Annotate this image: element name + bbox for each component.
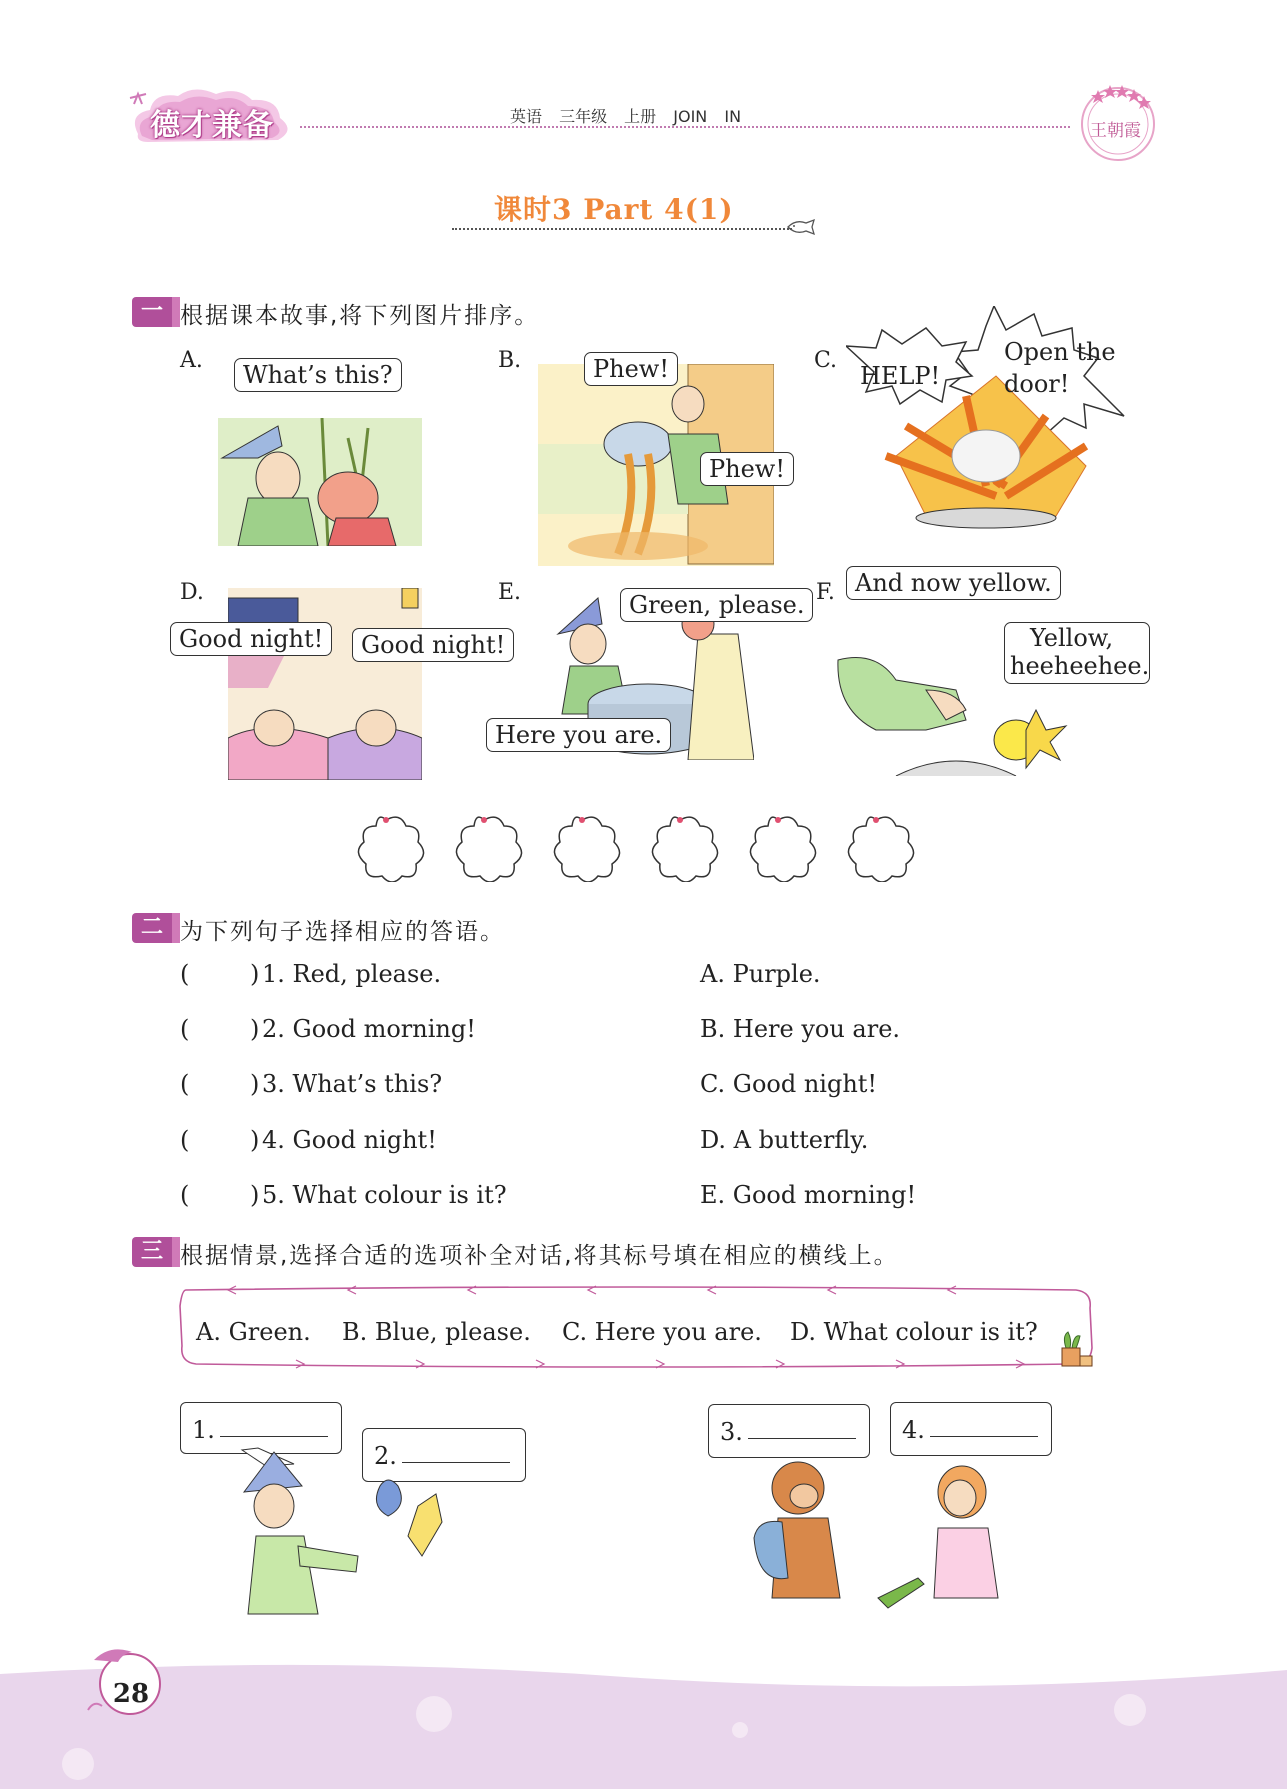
q5-paren: ( xyxy=(180,1181,190,1209)
picture-f-bubble-1: And now yellow. xyxy=(846,566,1061,600)
monkey-and-girl-illustration xyxy=(748,1458,1016,1610)
order-blank-6 xyxy=(848,817,913,882)
dialogue-1-blank[interactable] xyxy=(220,1416,328,1437)
q5-text: 5. What colour is it? xyxy=(262,1181,507,1209)
option-a: A. Green. xyxy=(196,1318,311,1346)
picture-e-label: E. xyxy=(498,580,522,605)
order-blank-2 xyxy=(456,817,521,882)
answer-e: E. Good morning! xyxy=(700,1181,917,1209)
picture-a-illustration xyxy=(218,418,422,546)
section1-number-tab xyxy=(172,297,180,327)
q4-paren-close: ) xyxy=(250,1126,260,1154)
picture-c-bubble-3: door! xyxy=(1004,370,1070,398)
section1-instruction: 根据课本故事,将下列图片排序。 xyxy=(180,303,540,329)
small-fish-icon xyxy=(786,218,818,236)
header-meta: 英语 三年级 上册 JOIN IN xyxy=(510,107,742,126)
picture-f-label: F. xyxy=(816,580,835,605)
answer-a: A. Purple. xyxy=(700,960,821,988)
answer-d: D. A butterfly. xyxy=(700,1126,869,1154)
q3-paren-close: ) xyxy=(250,1070,260,1098)
page-number: 28 xyxy=(112,1679,150,1709)
order-blank-5 xyxy=(750,817,815,882)
picture-e-bubble-2: Here you are. xyxy=(486,718,671,752)
picture-d-illustration xyxy=(228,588,422,780)
dialogue-4-blank[interactable] xyxy=(930,1416,1038,1437)
q2-paren: ( xyxy=(180,1015,190,1043)
q1-paren-close: ) xyxy=(250,960,260,988)
publisher-seal-text: 王朝霞 xyxy=(1090,121,1141,141)
q3-paren: ( xyxy=(180,1070,190,1098)
picture-d-label: D. xyxy=(180,580,204,605)
q2-text: 2. Good morning! xyxy=(262,1015,476,1043)
option-d: D. What colour is it? xyxy=(790,1318,1038,1346)
dialogue-3-blank[interactable] xyxy=(748,1418,856,1439)
picture-b-bubble-1: Phew! xyxy=(584,352,678,386)
section3-number-tab xyxy=(172,1237,180,1267)
q4-text: 4. Good night! xyxy=(262,1126,437,1154)
q5-paren-close: ) xyxy=(250,1181,260,1209)
picture-c-bubble-2: Open the xyxy=(1004,338,1116,366)
picture-f-bubble-2: Yellow, xyxy=(1030,624,1114,652)
picture-d-bubble-2: Good night! xyxy=(352,628,514,662)
wizard-illustration xyxy=(238,1446,456,1616)
potted-plant-icon xyxy=(1058,1330,1094,1368)
picture-c-bubble-1: HELP! xyxy=(860,362,941,390)
q4-paren: ( xyxy=(180,1126,190,1154)
picture-d-bubble-1: Good night! xyxy=(170,622,332,656)
q3-text: 3. What’s this? xyxy=(262,1070,443,1098)
dialogue-4-number: 4. xyxy=(902,1416,925,1444)
section2-number-tab xyxy=(172,913,180,943)
q2-paren-close: ) xyxy=(250,1015,260,1043)
order-blank-4 xyxy=(652,817,717,882)
picture-c-label: C. xyxy=(814,348,838,373)
brand-logo-text: 德才兼备 xyxy=(150,108,274,143)
picture-e-bubble-1: Green, please. xyxy=(620,588,813,622)
footer-wave-background xyxy=(0,1660,1287,1789)
order-answer-flowers xyxy=(352,812,918,882)
q1-paren: ( xyxy=(180,960,190,988)
option-b: B. Blue, please. xyxy=(342,1318,531,1346)
lesson-title: 课时3 Part 4(1) xyxy=(494,193,734,226)
picture-b-label: B. xyxy=(498,348,522,373)
answer-c: C. Good night! xyxy=(700,1070,878,1098)
picture-a-label: A. xyxy=(180,348,203,373)
dialogue-3-number: 3. xyxy=(720,1418,743,1446)
dialogue-1-number: 1. xyxy=(192,1416,215,1444)
section3-number: 三 xyxy=(132,1237,172,1267)
option-c: C. Here you are. xyxy=(562,1318,762,1346)
picture-f-bubble-3: heeheehee. xyxy=(1010,652,1150,680)
dialogue-2-number: 2. xyxy=(374,1442,397,1470)
order-blank-3 xyxy=(554,817,619,882)
q1-text: 1. Red, please. xyxy=(262,960,442,988)
section1-number: 一 xyxy=(132,297,172,327)
answer-b: B. Here you are. xyxy=(700,1015,901,1043)
section2-instruction: 为下列句子选择相应的答语。 xyxy=(180,919,505,945)
picture-b-bubble-2: Phew! xyxy=(700,452,794,486)
title-dotted-line xyxy=(452,228,792,230)
order-blank-1 xyxy=(358,817,423,882)
section3-instruction: 根据情景,选择合适的选项补全对话,将其标号填在相应的横线上。 xyxy=(180,1243,899,1269)
section2-number: 二 xyxy=(132,913,172,943)
picture-a-bubble-1: What’s this? xyxy=(234,358,402,392)
